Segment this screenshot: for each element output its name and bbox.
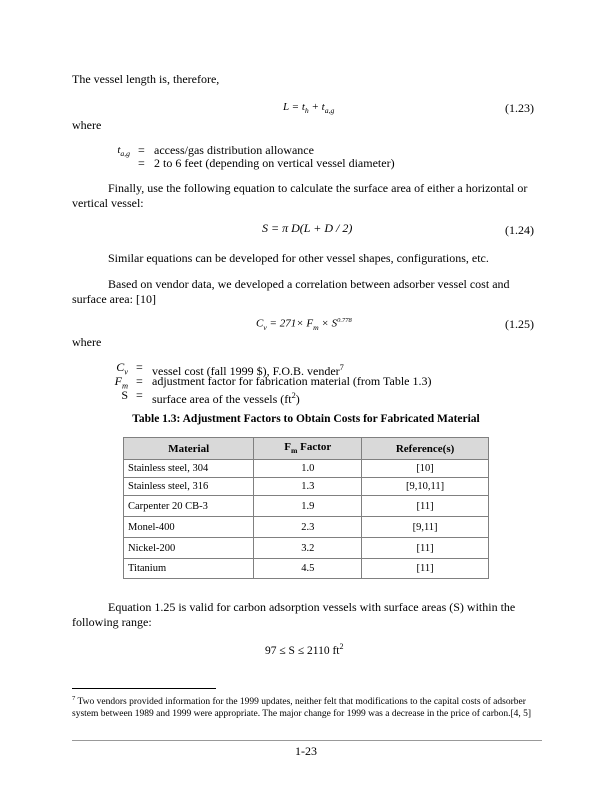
material-factors-table — [123, 437, 489, 579]
cell-reference: [11] — [362, 538, 489, 559]
cell-factor: 2.3 — [254, 517, 362, 538]
definition-row — [100, 156, 500, 171]
cell-material: Monel-400 — [124, 517, 254, 538]
where-label-1: where — [72, 118, 102, 132]
definition-symbol: S — [121, 388, 128, 402]
definition-equals: = — [138, 143, 145, 157]
definition-text: adjustment factor for fabrication material (from Table 1.3) — [152, 374, 432, 388]
cell-reference: [11] — [362, 559, 489, 579]
cell-material: Carpenter 20 CB-3 — [124, 496, 254, 517]
equation-1-24: S = π D(L + D / 2) — [262, 221, 353, 235]
definition-symbol: $F_m$ — [114, 374, 128, 391]
cell-material: Stainless steel, 304 — [124, 460, 254, 478]
definition-text: vessel cost (fall 1999 $), F.O.B. vender$^7$ — [152, 363, 344, 378]
cell-factor: 1.9 — [254, 496, 362, 517]
equation-number-1-23: (1.23) — [505, 101, 534, 115]
cell-material: Stainless steel, 316 — [124, 478, 254, 496]
definitions-1 — [100, 143, 500, 177]
range-expression: 97 ≤ S ≤ 2110 $ft^2$ — [265, 642, 344, 657]
paragraph-similar-equations: Similar equations can be developed for other vessel shapes, configurations, etc. — [108, 251, 489, 265]
footnote-separator — [72, 688, 216, 689]
definition-symbol: $C_v$ — [116, 360, 128, 377]
cell-material: Nickel-200 — [124, 538, 254, 559]
definition-text: 2 to 6 feet (depending on vertical vessel diameter) — [154, 156, 395, 170]
definition-row — [98, 360, 518, 378]
where-label-2: where — [72, 335, 102, 349]
table-row — [124, 538, 489, 559]
cell-reference: [10] — [362, 460, 489, 478]
footnote-7: $^7$ Two vendors provided information for the 1999 updates, neither felt that modifications to the capital costs of adsorber system between 1989 and 1999 were appropriate. The major change for 1999 was a decrease in the price of carbon.[4, 5] — [72, 695, 532, 720]
definition-equals: = — [136, 374, 143, 388]
table-row — [124, 517, 489, 538]
cell-reference: [11] — [362, 496, 489, 517]
table-row — [124, 478, 489, 496]
cell-factor: 3.2 — [254, 538, 362, 559]
definitions-2 — [98, 360, 518, 405]
equation-number-1-24: (1.24) — [505, 223, 534, 237]
cell-factor: 1.0 — [254, 460, 362, 478]
table-row — [124, 559, 489, 579]
column-header-references: Reference(s) — [362, 438, 489, 460]
table-header-row — [124, 438, 489, 460]
footer-rule — [72, 740, 542, 741]
paragraph-vessel-length: The vessel length is, therefore, — [72, 72, 220, 86]
equation-1-25: $C_v = 271\times F_m \times S^{0.778}$ — [256, 317, 352, 332]
paragraph-vendor-data: Based on vendor data, we developed a correlation between adsorber vessel cost and surface area: [10] — [72, 277, 510, 306]
definition-text: surface area of the vessels $(ft^2)$ — [152, 391, 300, 406]
page-number: 1-23 — [295, 744, 317, 758]
column-header-material: Material — [124, 438, 254, 460]
definition-text: access/gas distribution allowance — [154, 143, 314, 157]
cell-reference: [9,10,11] — [362, 478, 489, 496]
table-caption: Table 1.3: Adjustment Factors to Obtain Costs for Fabricated Material — [132, 413, 480, 425]
definition-row — [98, 374, 518, 389]
equation-number-1-25: (1.25) — [505, 317, 534, 331]
cell-material: Titanium — [124, 559, 254, 579]
cell-reference: [9,11] — [362, 517, 489, 538]
paragraph-valid-range: Equation 1.25 is valid for carbon adsorption vessels with surface areas (S) within the following range: — [72, 600, 516, 629]
paragraph-surface-area: Finally, use the following equation to calculate the surface area of either a horizontal or vertical vessel: — [72, 181, 528, 210]
table-row — [124, 496, 489, 517]
equation-1-23: $L = t_h + t_{a,g}$ — [283, 101, 335, 116]
definition-equals: = — [138, 156, 145, 170]
definition-equals: = — [136, 388, 143, 402]
cell-factor: 1.3 — [254, 478, 362, 496]
definition-symbol: $t_{a,g}$ — [117, 144, 130, 159]
cell-factor: 4.5 — [254, 559, 362, 579]
definition-row — [98, 388, 518, 406]
definition-equals: = — [136, 360, 143, 374]
table-row — [124, 460, 489, 478]
column-header-fm-factor: $F_m$ Factor — [254, 438, 362, 460]
